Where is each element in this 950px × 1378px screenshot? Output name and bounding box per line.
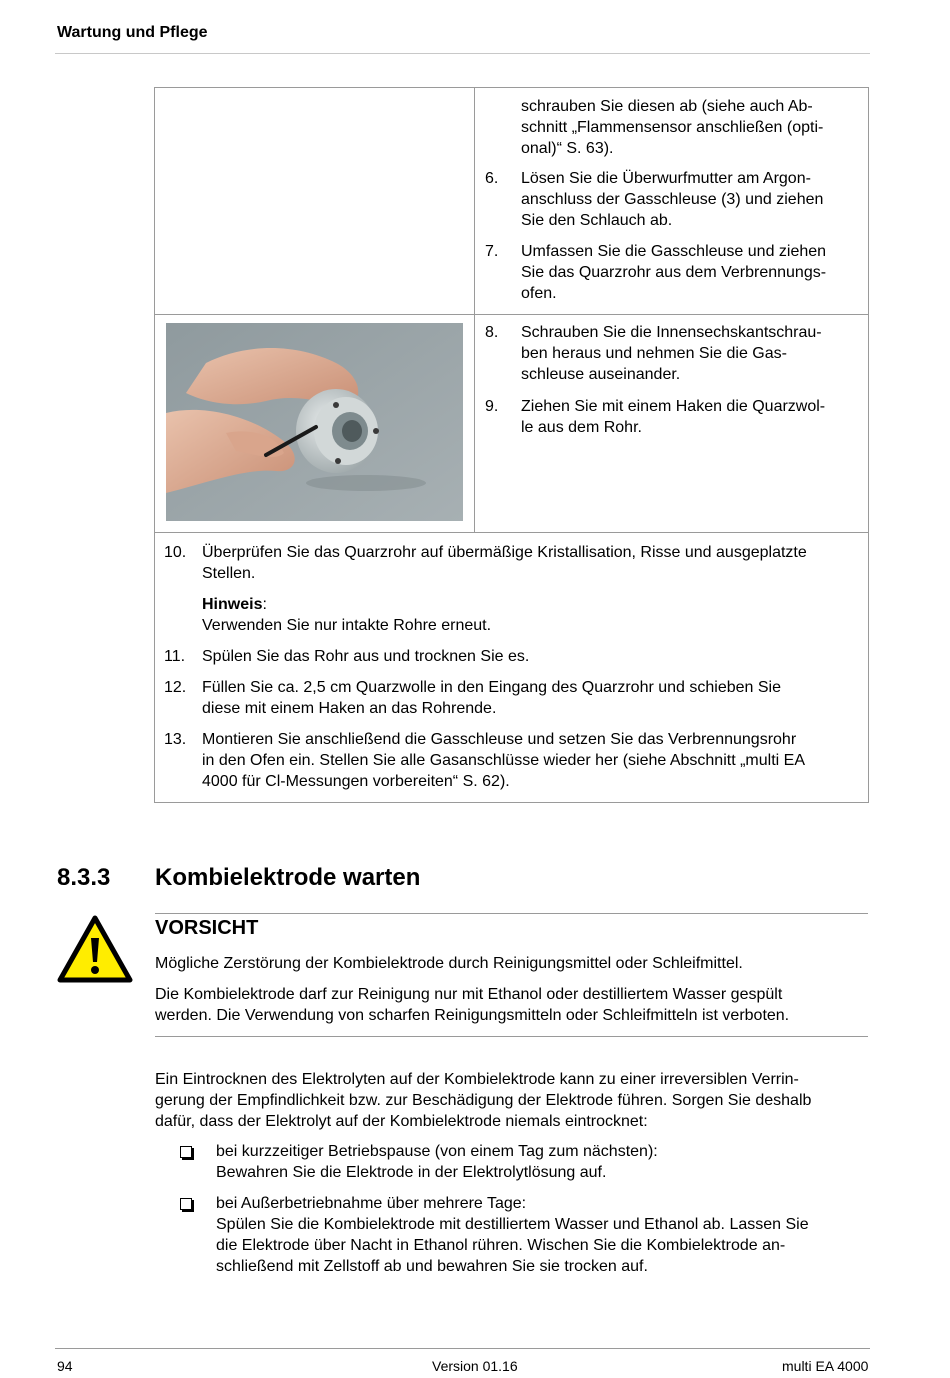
note-block [202, 594, 867, 615]
step-10-text: Überprüfen Sie das Quarzrohr auf übermäßige Kristallisation, Risse und ausgeplatzte Stellen. [202, 544, 807, 582]
caution-line-1: Mögliche Zerstörung der Kombielektrode durch Reinigungsmittel oder Schleifmittel. [155, 955, 743, 972]
step-12-number: 12. [164, 679, 187, 696]
section-title: Kombielektrode warten [155, 864, 421, 891]
step-13-text: Montieren Sie anschließend die Gasschleuse und setzen Sie das Verbrennungsrohr in den Ofen ein. Stellen Sie alle Gasanschlüsse wieder her (siehe Abschnitt „multi EA 4000 für Cl-Messungen vorbereiten“ S. 62). [202, 731, 805, 790]
caution-title: VORSICHT [155, 917, 259, 939]
bullet-2-text: bei Außerbetriebnahme über mehrere Tage: Spülen Sie die Kombielektrode mit destilliertem Wasser und Ethanol ab. Lassen Sie die Elektrode über Nacht in Ethanol rühren. Wischen Sie die Kombielektrode an- schließend mit Zellstoff ab und bewahren Sie sie trocken auf. [216, 1195, 809, 1275]
table-column-divider [474, 87, 475, 533]
table-row-divider [154, 314, 869, 315]
footer-product: multi EA 4000 [782, 1358, 869, 1374]
step-10-number: 10. [164, 544, 187, 561]
step-7-number: 7. [485, 243, 499, 260]
footer-divider [55, 1348, 870, 1349]
bullet-1-text: bei kurzzeitiger Betriebspause (von einem Tag zum nächsten): Bewahren Sie die Elektrode in der Elektrolytlösung auf. [216, 1143, 658, 1181]
step-8-text: Schrauben Sie die Innensechskantschrau- ben heraus und nehmen Sie die Gas- schleuse auseinander. [521, 324, 822, 383]
bullet-checkbox-icon [180, 1146, 192, 1158]
step-9-number: 9. [485, 398, 499, 415]
step-11-number: 11. [164, 648, 186, 665]
step-12-text: Füllen Sie ca. 2,5 cm Quarzwolle in den Eingang des Quarzrohr und schieben Sie diese mit einem Haken an das Rohrende. [202, 679, 781, 717]
note-colon: : [262, 596, 267, 613]
step-8-number: 8. [485, 324, 499, 341]
gas-lock-disassembly-photo [166, 323, 463, 521]
step-5-continuation: schrauben Sie diesen ab (siehe auch Ab- schnitt „Flammensensor anschließen (opti- onal)“ S. 63). [521, 98, 824, 157]
caution-bottom-rule [155, 1036, 868, 1037]
note-label: Hinweis [202, 596, 263, 613]
step-9-text: Ziehen Sie mit einem Haken die Quarzwol- le aus dem Rohr. [521, 398, 826, 436]
warning-triangle-icon [57, 914, 133, 984]
bullet-checkbox-icon [180, 1198, 192, 1210]
step-6-text: Lösen Sie die Überwurfmutter am Argon- anschluss der Gasschleuse (3) und ziehen Sie den Schlauch ab. [521, 170, 824, 229]
step-13-number: 13. [164, 731, 187, 748]
page-header-title: Wartung und Pflege [57, 24, 208, 41]
photo-illustration [166, 323, 463, 521]
footer-version: Version 01.16 [432, 1358, 518, 1374]
footer-page-number: 94 [57, 1358, 73, 1374]
caution-top-rule [155, 913, 868, 914]
intro-paragraph: Ein Eintrocknen des Elektrolyten auf der Kombielektrode kann zu einer irreversiblen Verrin- gerung der Empfindlichkeit bzw. zur Beschädigung der Elektrode führen. Sorgen Sie deshalb dafür, dass der Elektrolyt auf der Kombielektrode niemals eintrocknet: [155, 1071, 812, 1130]
note-text: Verwenden Sie nur intakte Rohre erneut. [202, 617, 492, 634]
step-7-text: Umfassen Sie die Gasschleuse und ziehen Sie das Quarzrohr aus dem Verbrennungs- ofen. [521, 243, 827, 302]
section-number: 8.3.3 [57, 864, 111, 891]
caution-line-2: Die Kombielektrode darf zur Reinigung nur mit Ethanol oder destilliertem Wasser gespült werden. Die Verwendung von scharfen Reinigungsmitteln oder Schleifmitteln ist verboten. [155, 986, 790, 1024]
step-6-number: 6. [485, 170, 499, 187]
header-divider [55, 53, 870, 54]
step-11-text: Spülen Sie das Rohr aus und trocknen Sie es. [202, 648, 530, 665]
table-row-divider [154, 532, 869, 533]
